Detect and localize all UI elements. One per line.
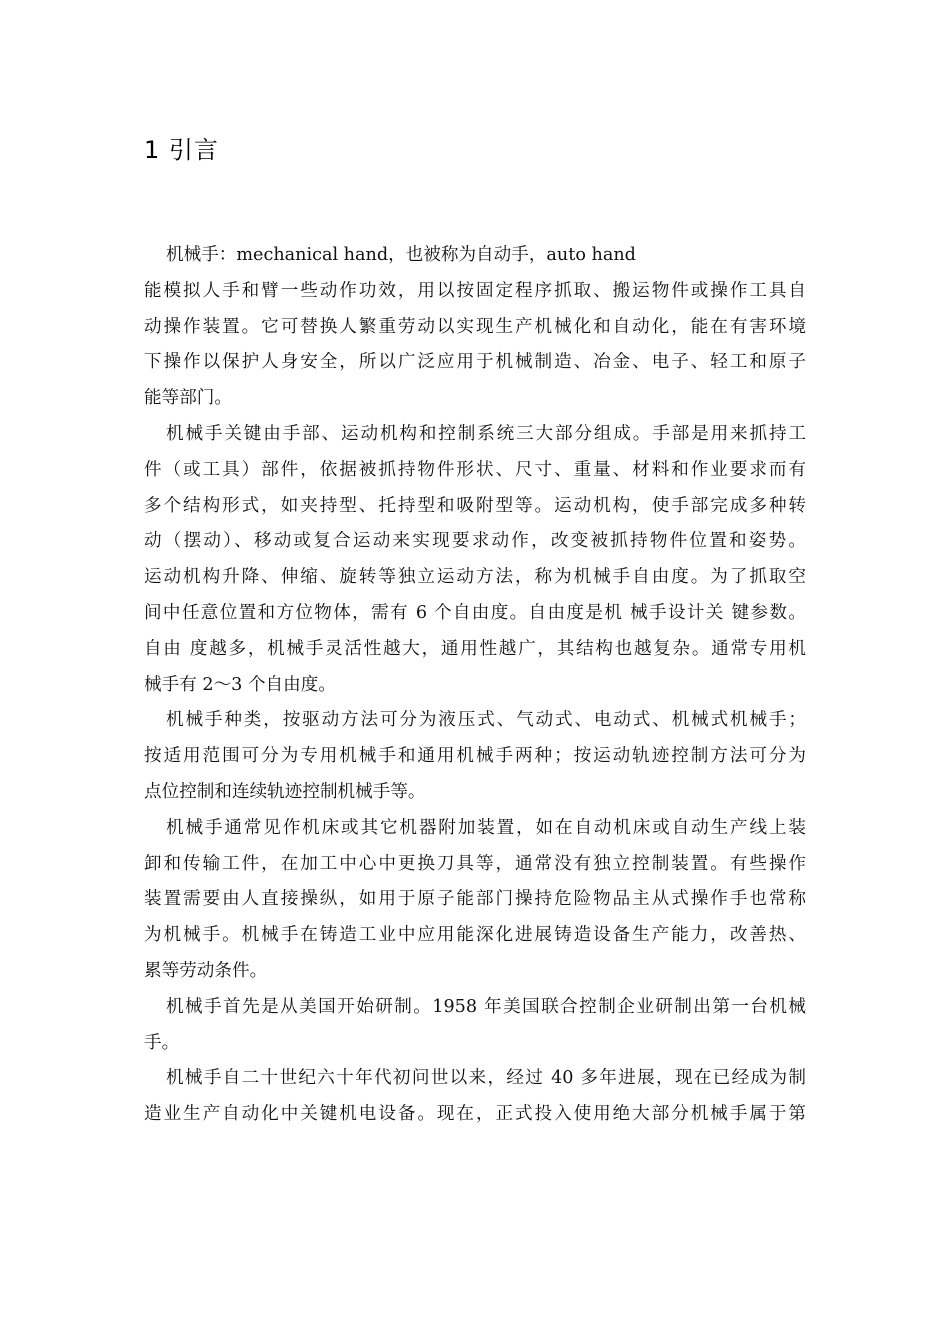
- text-line: 装置需要由人直接操纵，如用于原子能部门操持危险物品主从式操作手也常称: [144, 889, 806, 910]
- text-line: 能模拟人手和臂一些动作功效，用以按固定程序抓取、搬运物件或操作工具自: [144, 280, 806, 301]
- text-line: 机械手种类，按驱动方法可分为液压式、气动式、电动式、机械式机械手；: [166, 710, 806, 731]
- text-line: 机械手：mechanical hand，也被称为自动手，auto hand: [166, 245, 636, 265]
- text-line: 卸和传输工件，在加工中心中更换刀具等，通常没有独立控制装置。有些操作: [144, 853, 806, 874]
- text-line: 多个结构形式，如夹持型、托持型和吸附型等。运动机构，使手部完成多种转: [144, 495, 806, 516]
- section-heading: 1 引言: [144, 136, 219, 164]
- text-line: 自由 度越多，机械手灵活性越大，通用性越广，其结构也越复杂。通常专用机: [144, 638, 806, 659]
- text-line: 机械手通常见作机床或其它机器附加装置，如在自动机床或自动生产线上装: [166, 817, 806, 838]
- text-line: 机械手首先是从美国开始研制。1958 年美国联合控制企业研制出第一台机械: [166, 996, 806, 1017]
- text-line: 械手有 2～3 个自由度。: [144, 674, 336, 695]
- text-line: 累等劳动条件。: [144, 960, 268, 981]
- text-line: 机械手关键由手部、运动机构和控制系统三大部分组成。手部是用来抓持工: [166, 423, 806, 444]
- text-line: 手。: [144, 1032, 180, 1053]
- text-line: 造业生产自动化中关键机电设备。现在，正式投入使用绝大部分机械手属于第: [144, 1104, 806, 1125]
- text-line: 间中任意位置和方位物体，需有 6 个自由度。自由度是机 械手设计关 键参数。: [144, 602, 806, 623]
- text-line: 下操作以保护人身安全，所以广泛应用于机械制造、冶金、电子、轻工和原子: [144, 352, 806, 373]
- text-line: 件（或工具）部件，依据被抓持物件形状、尺寸、重量、材料和作业要求而有: [144, 459, 806, 480]
- text-line: 按适用范围可分为专用机械手和通用机械手两种；按运动轨迹控制方法可分为: [144, 746, 806, 767]
- text-line: 运动机构升降、伸缩、旋转等独立运动方法，称为机械手自由度。为了抓取空: [144, 567, 806, 588]
- text-line: 动（摆动）、移动或复合运动来实现要求动作，改变被抓持物件位置和姿势。: [144, 531, 806, 552]
- text-line: 动操作装置。它可替换人繁重劳动以实现生产机械化和自动化，能在有害环境: [144, 316, 806, 337]
- text-line: 能等部门。: [144, 388, 232, 409]
- body-text: [144, 238, 806, 1133]
- text-line: 机械手自二十世纪六十年代初问世以来，经过 40 多年进展，现在已经成为制: [166, 1068, 806, 1089]
- text-line: 为机械手。机械手在铸造工业中应用能深化进展铸造设备生产能力，改善热、: [144, 925, 806, 946]
- text-line: 点位控制和连续轨迹控制机械手等。: [144, 781, 426, 802]
